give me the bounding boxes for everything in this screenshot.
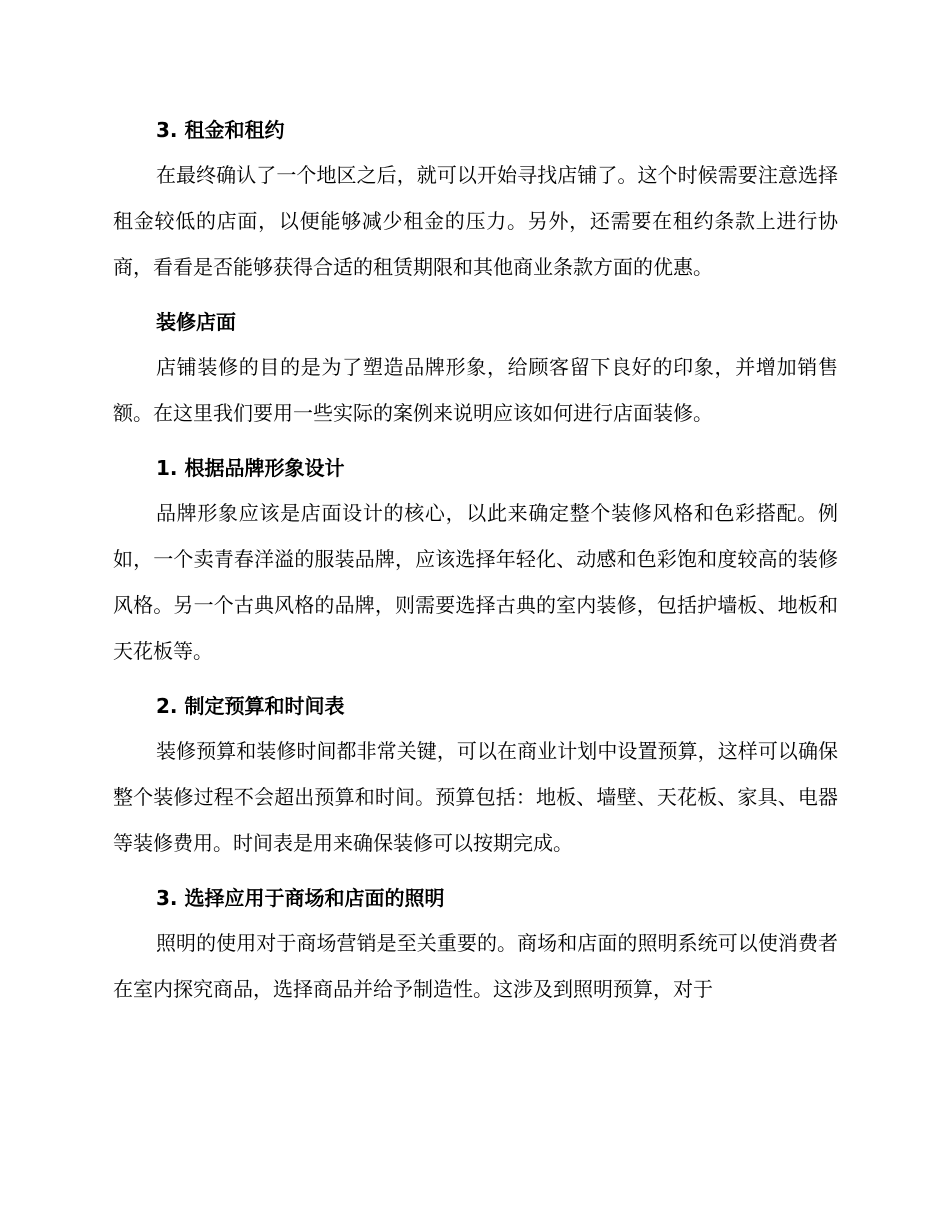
section-body-budget-schedule: 装修预算和装修时间都非常关键，可以在商业计划中设置预算，这样可以确保整个装修过程不会超出预算和时间。预算包括：地板、墙壁、天花板、家具、电器等装修费用。时间表是用来确保装修可以按期完成。 (113, 739, 838, 855)
section-heading-rent-lease: 3. 租金和租约 (156, 118, 285, 142)
section-body-rent-lease: 在最终确认了一个地区之后，就可以开始寻找店铺了。这个时候需要注意选择租金较低的店面，以便能够减少租金的压力。另外，还需要在租约条款上进行协商，看看是否能够获得合适的租赁期限和其他商业条款方面的优惠。 (113, 163, 838, 279)
section-heading-store-renovation: 装修店面 (156, 310, 236, 334)
section-body-lighting: 照明的使用对于商场营销是至关重要的。商场和店面的照明系统可以使消费者在室内探究商品，选择商品并给予制造性。这涉及到照明预算，对于 (113, 931, 838, 1001)
section-heading-lighting: 3. 选择应用于商场和店面的照明 (156, 886, 445, 910)
section-heading-brand-design: 1. 根据品牌形象设计 (156, 456, 345, 480)
section-body-store-renovation: 店铺装修的目的是为了塑造品牌形象，给顾客留下良好的印象，并增加销售额。在这里我们要用一些实际的案例来说明应该如何进行店面装修。 (113, 355, 838, 425)
section-body-brand-design: 品牌形象应该是店面设计的核心，以此来确定整个装修风格和色彩搭配。例如，一个卖青春洋溢的服装品牌，应该选择年轻化、动感和色彩饱和度较高的装修风格。另一个古典风格的品牌，则需要选择古典的室内装修，包括护墙板、地板和天花板等。 (113, 501, 838, 663)
section-heading-budget-schedule: 2. 制定预算和时间表 (156, 694, 345, 718)
